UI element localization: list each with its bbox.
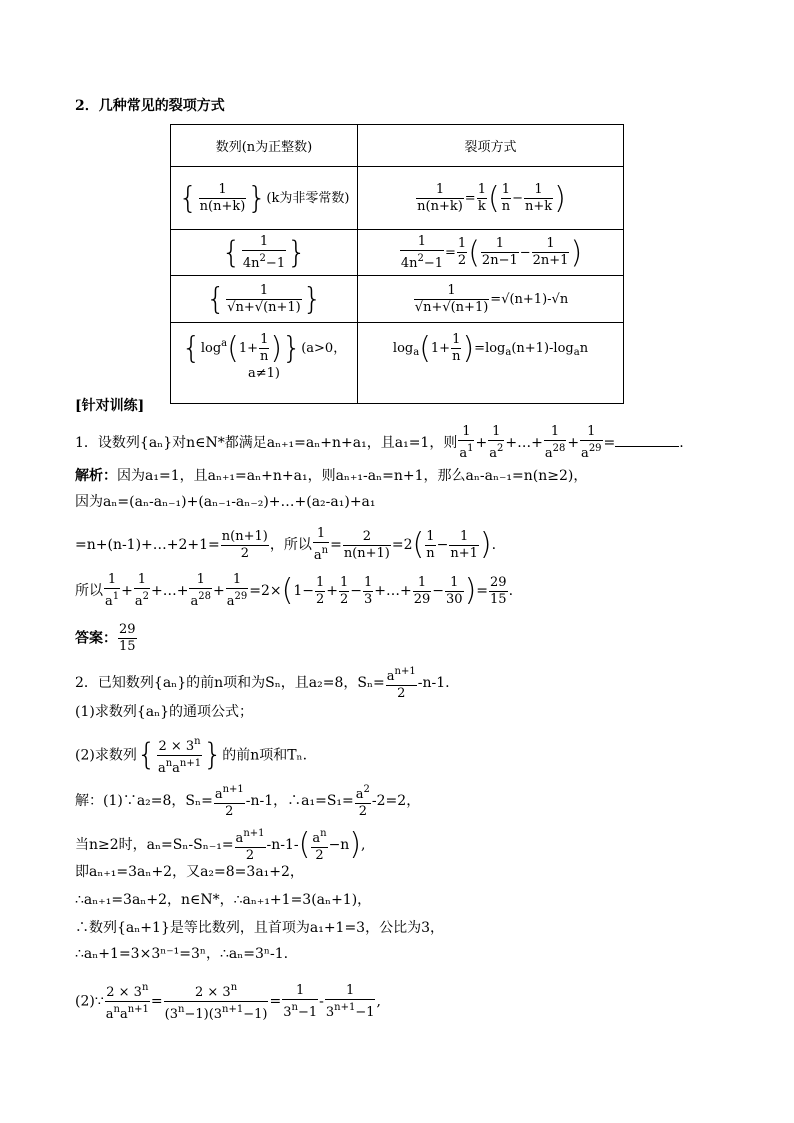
- problem2-sol6: ∴aₙ+1=3×3ⁿ⁻¹=3ⁿ，∴aₙ=3ⁿ-1.: [75, 946, 289, 962]
- problem2-sol1: 解：(1)∵a₂=8，Sₙ= $\frac{a^{n+1}}{2}$ -n-1，∴a₁=S₁= $\frac{a^2}{2}$ -2=2，: [75, 784, 421, 819]
- problem1-intro: 1．设数列{aₙ}对n∈N*都满足aₙ₊₁=aₙ+n+a₁，且a₁=1，则: [75, 435, 458, 451]
- training-label: [针对训练]: [75, 398, 145, 414]
- problem1-sol-line1: 解析：因为a₁=1，且aₙ₊₁=aₙ+n+a₁，则aₙ₊₁-aₙ=n+1，那么aₙ-aₙ₋₁=n(n≥2)，: [75, 468, 588, 484]
- table-header-sequence: 数列(n为正整数): [171, 125, 358, 167]
- table-cell-method-3: $\frac{1}{√n+√(n+1)}$ =√(n+1)-√n: [358, 276, 624, 323]
- table-cell-method-2: $\frac{1}{4n^2-1}$ = $\frac{1}{2}$ ( $\frac{1}{2n-1}$ − $\frac{1}{2n+1}$ ): [358, 230, 624, 276]
- table-cell-method-1: $\frac{1}{n(n+k)}$ = $\frac{1}{k}$ ( $\frac{1}{n}$ − $\frac{1}{n+k}$ ): [358, 167, 624, 230]
- table-cell-method-4: $\log_a(1+$ $\frac{1}{n}$ )$=\log_a(n+1)-\log_an$: [358, 323, 624, 404]
- problem2-part1: (1)求数列{aₙ}的通项公式；: [75, 704, 254, 720]
- problem2-question: 2．已知数列{aₙ}的前n项和为Sₙ，且a₂=8，Sₙ= $\frac{a^{n+1}}{2}$ -n-1.: [75, 666, 450, 701]
- problem1-sol-line4: 所以 $\frac{1}{a^1}$ + $\frac{1}{a^2}$ +…+ $\frac{1}{a^{28}}$ + $\frac{1}{a^{29}}$ =2×(1− $\frac{1}{2}$ + $\frac{1}{2}$ − $\frac{1}{3}$ +…+ $\frac{1}{29}$ − $\frac{1}{30}$ )= $\frac{29}{15}$ .: [75, 572, 514, 609]
- table-cell-seq-2: { $\frac{1}{4n^2-1}$ }: [171, 230, 358, 276]
- problem1-sol-line2: 因为aₙ=(aₙ-aₙ₋₁)+(aₙ₋₁-aₙ₋₂)+…+(a₂-a₁)+a₁: [75, 494, 376, 510]
- seq-1-note: (k为非零常数): [266, 190, 350, 206]
- table-cell-seq-4: {$\log^a(1+$ $\frac{1}{n}$ )}(a>0，a≠1): [171, 323, 358, 404]
- table-header-method: 裂项方式: [358, 125, 624, 167]
- answer-label: 答案：: [75, 630, 117, 647]
- answer-denominator: 15: [119, 639, 136, 654]
- split-term-table: [170, 124, 624, 404]
- problem1-sol-line3: =n+(n-1)+…+2+1= $\frac{n(n+1)}{2}$ ，所以 $\frac{1}{a^n}$ = $\frac{2}{n(n+1)}$ =2( $\frac{1}{n}$ − $\frac{1}{n+1}$ ).: [75, 526, 497, 563]
- problem1-question: 1．设数列{aₙ}对n∈N*都满足aₙ₊₁=aₙ+n+a₁，且a₁=1，则 $\frac{1}{a^1}$ + $\frac{1}{a^2}$ +…+ $\frac{1}{a^{28}}$ + $\frac{1}{a^{29}}$ = .: [75, 424, 684, 461]
- problem1-solution-label: 解析：: [75, 468, 117, 484]
- seq-4-note: (a>0，a≠1): [248, 341, 347, 381]
- problem2-sol4: ∴aₙ₊₁=3aₙ+2，n∈N*，∴aₙ₊₁+1=3(aₙ+1)，: [75, 892, 372, 908]
- answer-numerator: 29: [119, 622, 136, 637]
- problem2-sol7: (2)∵ $\frac{2 \times 3^n}{a^na^{n+1}}$ = $\frac{2 \times 3^n}{(3^n-1)(3^{n+1}-1)}$ = $\frac{1}{3^n-1}$ - $\frac{1}{3^{n+1}-1}$ ,: [75, 982, 381, 1022]
- section-title: 2．几种常见的裂项方式: [75, 98, 225, 114]
- table-cell-seq-3: { $\frac{1}{√n+√(n+1)}$ }: [171, 276, 358, 323]
- problem2-sol3: 即aₙ₊₁=3aₙ+2，又a₂=8=3a₁+2，: [75, 864, 304, 880]
- problem1-answer: [75, 622, 138, 655]
- answer-blank: [615, 432, 679, 447]
- problem2-sol5: ∴数列{aₙ+1}是等比数列，且首项为a₁+1=3，公比为3，: [75, 920, 444, 936]
- problem2-part2: (2)求数列{ $\frac{2 \times 3^n}{a^na^{n+1}}$ }的前n项和Tₙ.: [75, 736, 308, 776]
- table-cell-seq-1: { $\frac{1}{n(n+k)}$ }(k为非零常数): [171, 167, 358, 230]
- problem2-sol2: 当n≥2时，aₙ=Sₙ-Sₙ₋₁= $\frac{a^{n+1}}{2}$ -n-1-( $\frac{a^n}{2}$ −n),: [75, 827, 366, 863]
